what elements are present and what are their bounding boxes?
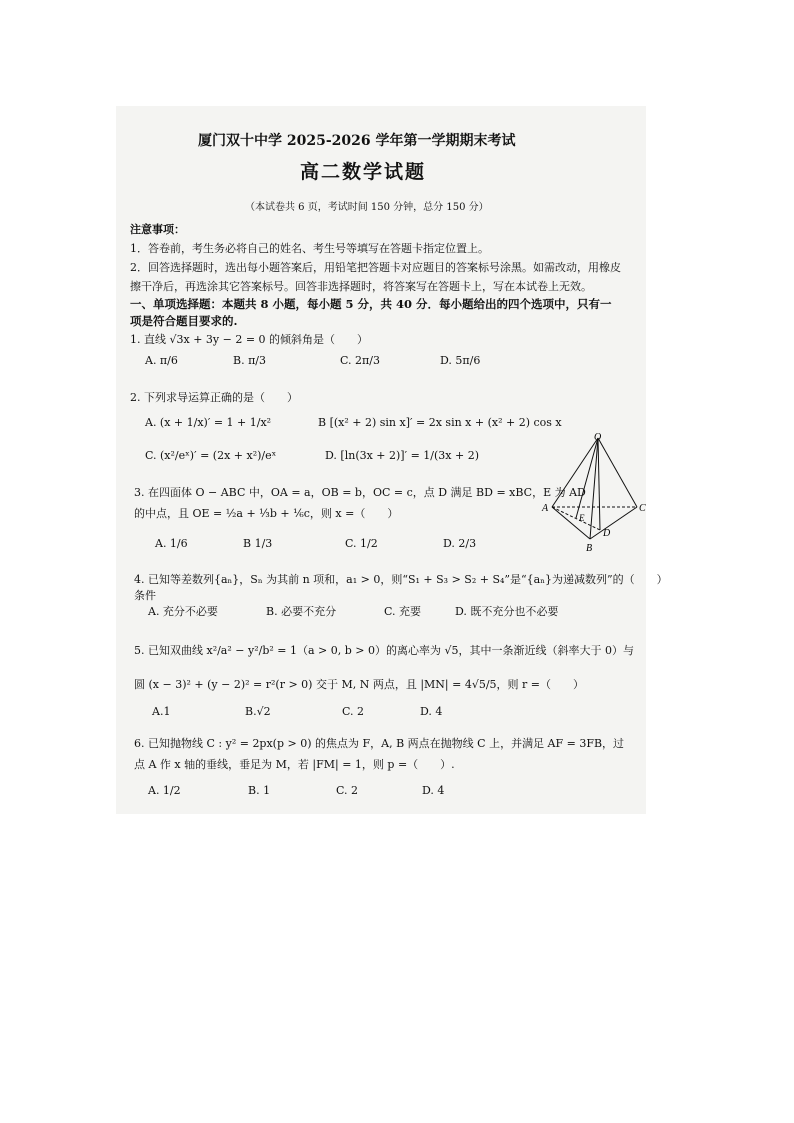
q1-option-a: A. π/6: [145, 354, 178, 367]
edge-bc: [590, 507, 637, 539]
q4-option-a: A. 充分不必要: [148, 605, 218, 618]
q3-stem-1: 3. 在四面体 O − ABC 中，OA = a，OB = b，OC = c，点 D 满足 BD = xBC，E 为 AD: [134, 486, 586, 499]
q3-option-c: C. 1/2: [345, 537, 378, 550]
edge-oa: [552, 438, 598, 507]
q1-option-c: C. 2π/3: [340, 354, 380, 367]
section-1-line-1: 一、单项选择题：本题共 8 小题，每小题 5 分，共 40 分．每小题给出的四个选项中，只有一: [130, 297, 612, 311]
q4-stem-1: 4. 已知等差数列{aₙ}，Sₙ 为其前 n 项和，a₁ > 0，则“S₁ + S₃ > S₂ + S₄”是“{aₙ}为递减数列”的（ ）: [134, 573, 668, 586]
q1-stem: 1. 直线 √3x + 3y − 2 = 0 的倾斜角是（ ）: [130, 333, 369, 346]
q6-stem-1: 6. 已知抛物线 C : y² = 2px(p > 0) 的焦点为 F，A, B 两点在抛物线 C 上，并满足 AF = 3FB，过: [134, 737, 625, 750]
notes-heading: 注意事项：: [130, 223, 185, 236]
q3-stem-2: 的中点，且 OE = ½a + ⅓b + ⅙c，则 x =（ ）: [134, 507, 399, 520]
q6-option-a: A. 1/2: [148, 784, 181, 797]
notes-item-1: 1．答卷前，考生务必将自己的姓名、考生号等填写在答题卡指定位置上。: [130, 242, 489, 255]
q3-option-b: B 1/3: [243, 537, 273, 550]
label-e: E: [579, 513, 585, 523]
q5-option-d: D. 4: [420, 705, 443, 718]
exam-info: （本试卷共 6 页，考试时间 150 分钟，总分 150 分）: [245, 202, 489, 213]
q1-option-b: B. π/3: [233, 354, 267, 367]
segment-od: [598, 438, 600, 530]
label-d: D: [603, 528, 611, 539]
q1-option-d: D. 5π/6: [440, 354, 481, 367]
q3-option-d: D. 2/3: [443, 537, 477, 550]
segment-ad-hidden: [552, 507, 600, 530]
school-title: 厦门双十中学 2025-2026 学年第一学期期末考试: [198, 133, 516, 149]
q4-option-c: C. 充要: [384, 605, 422, 618]
q5-option-a: A.1: [152, 705, 171, 718]
q4-option-d: D. 既不充分也不必要: [455, 605, 559, 618]
notes-item-2a: 2．回答选择题时，选出每小题答案后，用铅笔把答题卡对应题目的答案标号涂黑。如需改动，用橡皮: [130, 261, 621, 274]
q3-option-a: A. 1/6: [155, 537, 188, 550]
exam-title: 高二数学试题: [300, 161, 427, 183]
q6-stem-2: 点 A 作 x 轴的垂线，垂足为 M，若 |FM| = 1，则 p =（ ）.: [134, 758, 455, 771]
q2-option-c: C. (x²/eˣ)′ = (2x + x²)/eˣ: [145, 449, 277, 462]
edge-oc: [598, 438, 637, 507]
q6-option-c: C. 2: [336, 784, 359, 797]
q4-stem-2: 条件: [134, 589, 156, 602]
q6-option-b: B. 1: [248, 784, 271, 797]
q5-stem-2: 圆 (x − 3)² + (y − 2)² = r²(r > 0) 交于 M, N 两点，且 |MN| = 4√5/5，则 r =（ ）: [134, 678, 585, 691]
tetrahedron-figure: [540, 430, 650, 555]
notes-item-2b: 擦干净后，再选涂其它答案标号。回答非选择题时，将答案写在答题卡上，写在本试卷上无效。: [130, 280, 592, 293]
q5-option-b: B.√2: [245, 705, 271, 718]
label-c: C: [639, 503, 646, 514]
q2-stem: 2. 下列求导运算正确的是（ ）: [130, 391, 298, 404]
label-a: A: [542, 503, 549, 514]
q5-stem-1: 5. 已知双曲线 x²/a² − y²/b² = 1（a > 0, b > 0）的离心率为 √5，其中一条渐近线（斜率大于 0）与: [134, 644, 634, 657]
q2-option-d: D. [ln(3x + 2)]′ = 1/(3x + 2): [325, 449, 480, 462]
q5-option-c: C. 2: [342, 705, 365, 718]
section-1-line-2: 项是符合题目要求的.: [130, 314, 238, 328]
label-o: O: [594, 432, 602, 443]
q2-option-a: A. (x + 1/x)′ = 1 + 1/x²: [145, 416, 272, 429]
q2-option-b: B [(x² + 2) sin x]′ = 2x sin x + (x² + 2) cos x: [318, 416, 562, 429]
q4-option-b: B. 必要不充分: [266, 605, 337, 618]
q6-option-d: D. 4: [422, 784, 445, 797]
label-b: B: [586, 543, 593, 554]
